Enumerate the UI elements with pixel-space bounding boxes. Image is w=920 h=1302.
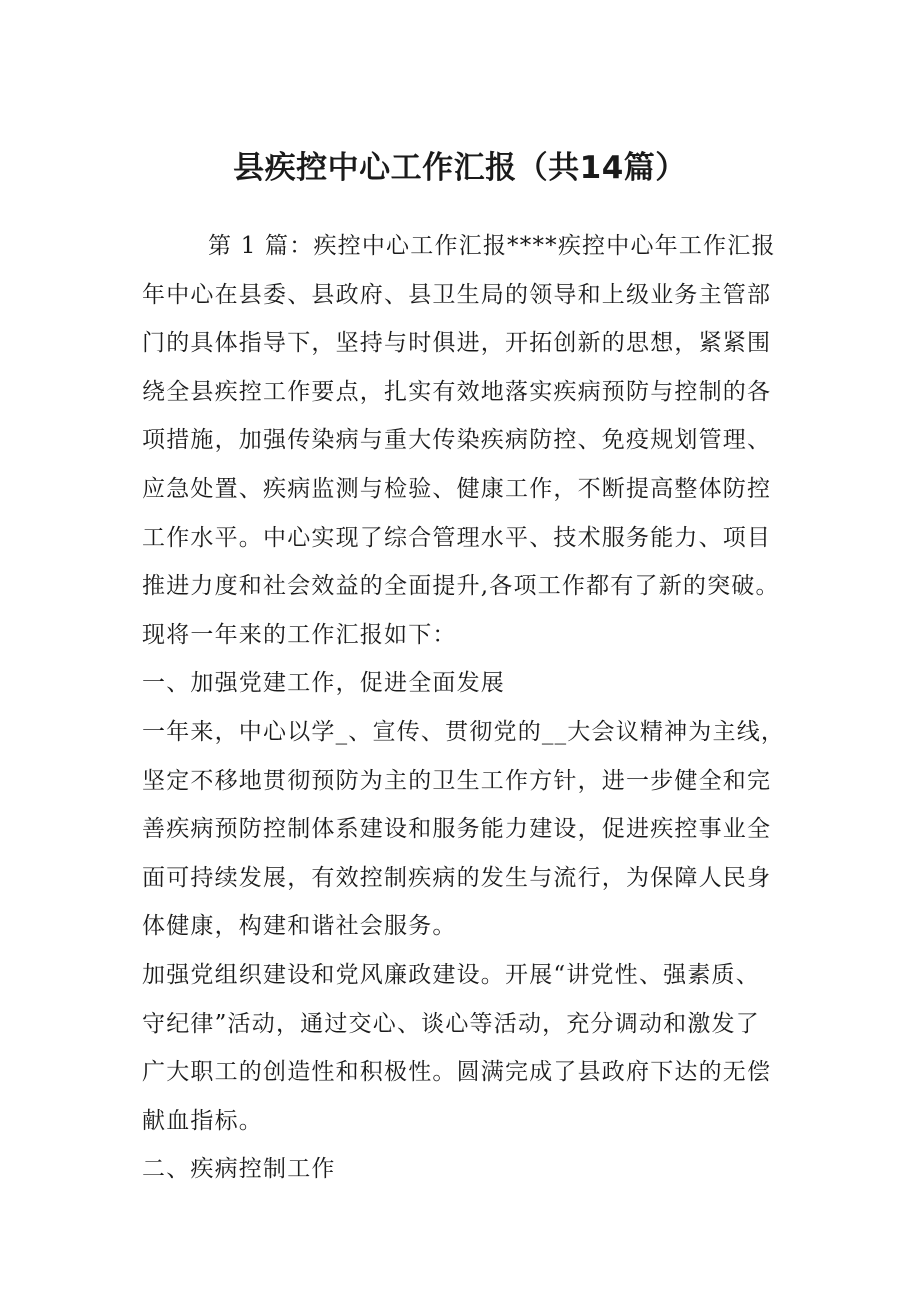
paragraph-line: 面可持续发展，有效控制疾病的发生与流行，为保障人民身	[142, 864, 772, 891]
paragraph-line: 工作水平。中心实现了综合管理水平、技术服务能力、项目	[142, 524, 772, 551]
section-heading: 二、疾病控制工作	[142, 1156, 336, 1183]
paragraph-line: 现将一年来的工作汇报如下：	[142, 621, 457, 648]
paragraph-line: 绕全县疾控工作要点，扎实有效地落实疾病预防与控制的各	[142, 378, 772, 405]
paragraph-line: 一年来，中心以学_、宣传、贯彻党的__大会议精神为主线，	[142, 718, 786, 745]
paragraph-line: 善疾病预防控制体系建设和服务能力建设，促进疾控事业全	[142, 816, 772, 843]
paragraph-line: 项措施，加强传染病与重大传染疾病防控、免疫规划管理、	[142, 427, 772, 454]
paragraph-line: 推进力度和社会效益的全面提升,各项工作都有了新的突破。	[142, 573, 780, 600]
paragraph-line: 守纪律”活动，通过交心、谈心等活动，充分调动和激发了	[142, 1010, 760, 1037]
paragraph-line: 体健康，构建和谐社会服务。	[142, 913, 457, 940]
paragraph-line: 广大职工的创造性和积极性。圆满完成了县政府下达的无偿	[142, 1059, 772, 1086]
document-title: 县疾控中心工作汇报（共14篇）	[233, 150, 687, 186]
paragraph-line: 门的具体指导下，坚持与时俱进，开拓创新的思想，紧紧围	[142, 330, 772, 357]
paragraph-line: 加强党组织建设和党风廉政建设。开展“讲党性、强素质、	[142, 961, 760, 988]
section-heading: 一、加强党建工作，促进全面发展	[142, 670, 505, 697]
paragraph-line: 献血指标。	[142, 1107, 263, 1134]
paragraph-line: 年中心在县委、县政府、县卫生局的领导和上级业务主管部	[142, 281, 772, 308]
paragraph-line: 应急处置、疾病监测与检验、健康工作，不断提高整体防控	[142, 475, 772, 502]
section-heading-line: 第 1 篇：疾控中心工作汇报****疾控中心年工作汇报	[208, 233, 776, 259]
paragraph-line: 坚定不移地贯彻预防为主的卫生工作方针，进一步健全和完	[142, 767, 772, 794]
document-body	[142, 222, 792, 1194]
